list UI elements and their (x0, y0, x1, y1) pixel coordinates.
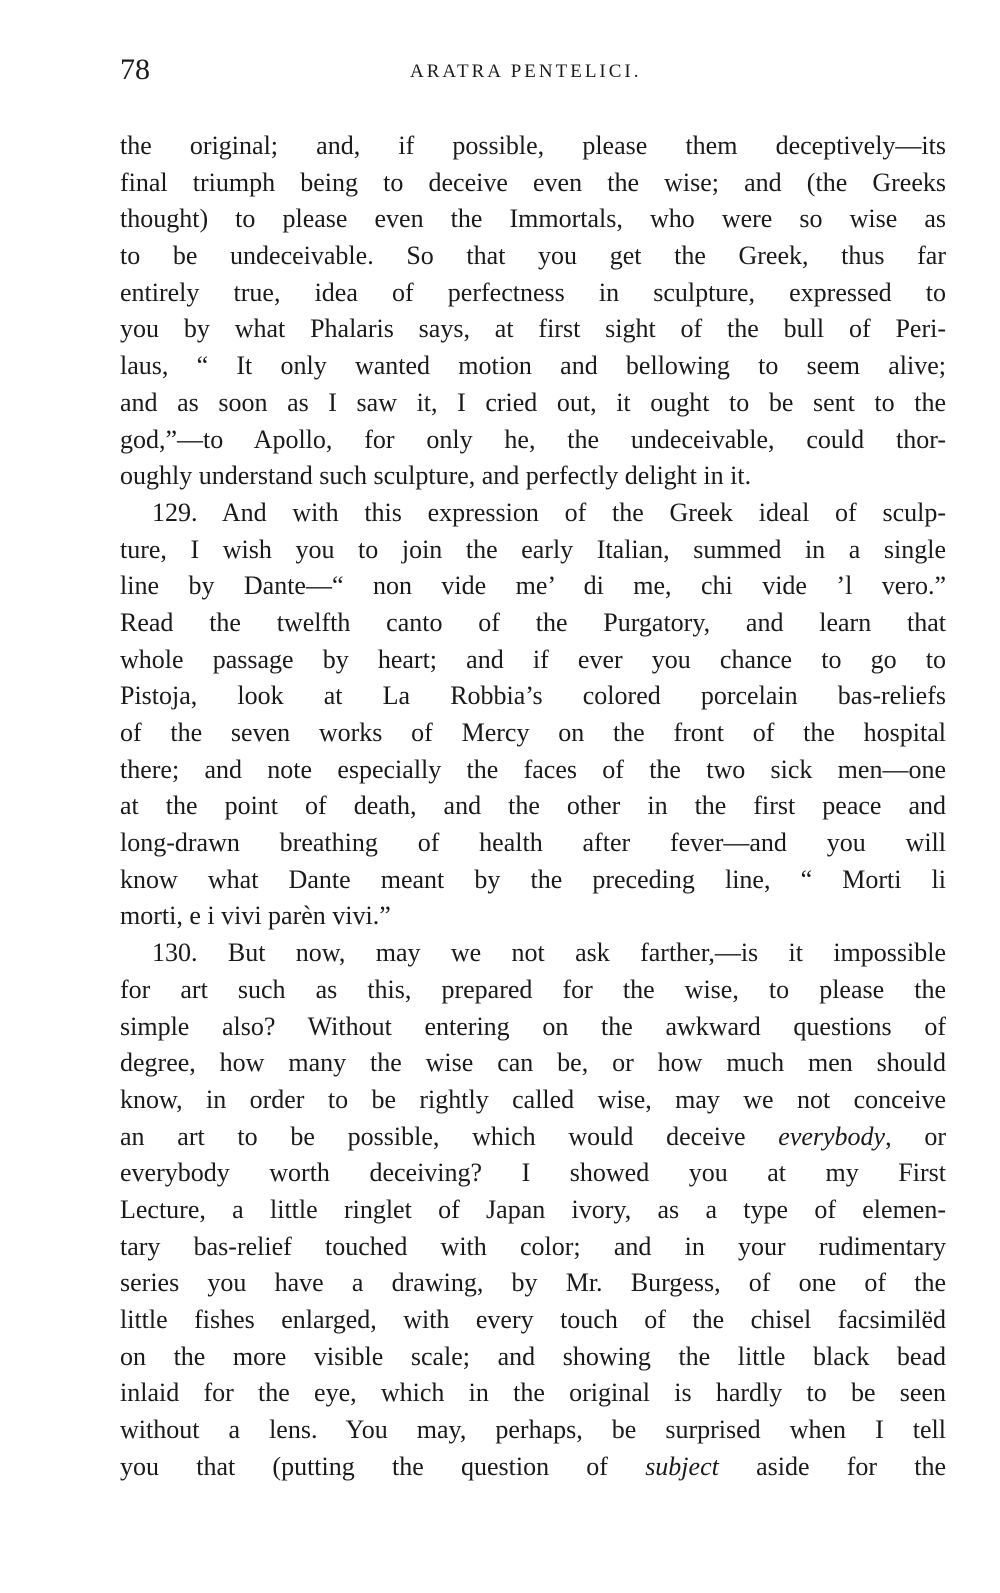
text-line: degree, how many the wise can be, or how much men should (120, 1048, 946, 1078)
paragraph-130-start: 130. But now, may we not ask farther,—is it impossible (152, 938, 946, 968)
running-head (120, 50, 950, 90)
text-line: for art such as this, prepared for the wise, to please the (120, 974, 946, 1004)
text-line: Pistoja, look at La Robbia’s colored porcelain bas-reliefs (120, 681, 946, 711)
text-line: everybody worth deceiving? I showed you at my First (120, 1158, 946, 1188)
text-line: entirely true, idea of perfectness in sculpture, expressed to (120, 277, 946, 307)
text-line: final triumph being to deceive even the wise; and (the Greeks (120, 167, 946, 197)
text-line: without a lens. You may, perhaps, be surprised when I tell (120, 1415, 946, 1445)
text-segment: an art to be possible, which would deceive (120, 1121, 746, 1151)
text-segment: aside for the (756, 1451, 946, 1481)
text-line: inlaid for the eye, which in the original is hardly to be seen (120, 1378, 946, 1408)
text-line: simple also? Without entering on the awkward questions of (120, 1011, 946, 1041)
text-line: tary bas-relief touched with color; and in your rudimentary (120, 1231, 946, 1261)
text-line: to be undeceivable. So that you get the Greek, thus far (120, 241, 946, 271)
emphasis-everybody: everybody (778, 1121, 886, 1151)
text-line: long-drawn breathing of health after fever—and you will (120, 828, 946, 858)
text-segment: , or (885, 1121, 946, 1151)
text-line: on the more visible scale; and showing the little black bead (120, 1341, 946, 1371)
body-text (120, 128, 946, 1485)
text-line: the original; and, if possible, please them deceptively—its (120, 131, 946, 160)
text-line: line by Dante—“ non vide me’ di me, chi vide ’l vero.” (120, 571, 946, 601)
text-line: laus, “ It only wanted motion and bellowing to seem alive; (120, 351, 946, 381)
text-line: you by what Phalaris says, at first sight of the bull of Peri- (120, 314, 946, 344)
text-line-with-emphasis (120, 1119, 946, 1156)
text-line: know what Dante meant by the preceding line, “ Morti li (120, 864, 946, 894)
emphasis-subject: subject (645, 1451, 719, 1481)
text-line: there; and note especially the faces of the two sick men—one (120, 754, 946, 784)
page-number: 78 (120, 53, 150, 86)
running-title: ARATRA PENTELICI. (410, 61, 642, 82)
text-line: oughly understand such sculpture, and perfectly delight in it. (120, 461, 752, 491)
text-line: Lecture, a little ringlet of Japan ivory, as a type of elemen- (120, 1194, 946, 1224)
text-line: at the point of death, and the other in the first peace and (120, 791, 946, 821)
text-line: know, in order to be rightly called wise, may we not conceive (120, 1084, 946, 1114)
text-line: whole passage by heart; and if ever you chance to go to (120, 644, 946, 674)
paragraph-129-start: 129. And with this expression of the Greek ideal of sculp- (152, 497, 946, 527)
text-line: ture, I wish you to join the early Italian, summed in a single (120, 534, 946, 564)
text-line-with-emphasis (120, 1449, 946, 1486)
text-line: and as soon as I saw it, I cried out, it ought to be sent to the (120, 387, 946, 417)
text-line: morti, e i vivi parèn vivi.” (120, 901, 391, 931)
text-line: Read the twelfth canto of the Purgatory, and learn that (120, 607, 946, 637)
text-line: of the seven works of Mercy on the front of the hospital (120, 718, 946, 747)
text-line: god,”—to Apollo, for only he, the undeceivable, could thor- (120, 424, 946, 454)
text-segment: you that (putting the question of (120, 1451, 608, 1481)
text-line: series you have a drawing, by Mr. Burgess, of one of the (120, 1268, 946, 1298)
text-line: little fishes enlarged, with every touch of the chisel facsimilëd (120, 1305, 946, 1334)
text-line: thought) to please even the Immortals, who were so wise as (120, 204, 946, 234)
